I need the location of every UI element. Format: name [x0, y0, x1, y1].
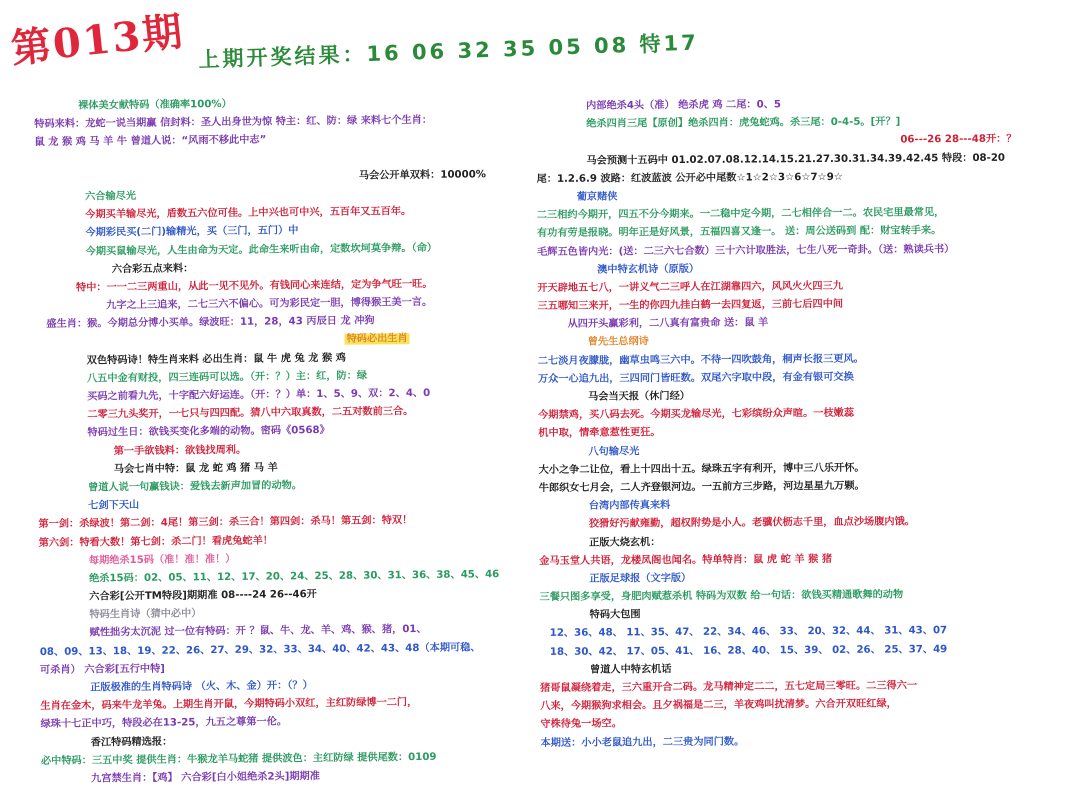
right-column-line: 金马玉堂人共语，龙楼凤阁也闻名。特单特肖：鼠 虎 蛇 羊 猴 猪: [539, 553, 833, 567]
right-column-line: 06---26 28---48开：？: [900, 134, 1017, 146]
left-column-line: 九宫禁生肖：【鸡】 六合彩[白小姐绝杀2头]期期准: [91, 770, 320, 785]
left-column-line: 每期绝杀15码（准！准！准！）: [88, 553, 236, 567]
right-column-line: 马会当天报（休门经）: [588, 390, 691, 403]
left-column-line: 六合彩[公开TM特段]期期准 08----24 26--46开: [89, 589, 317, 603]
left-column-line: 绝杀15码：02、05、11、12、17、20、24、25、28、30、31、36、38、45、46: [88, 569, 500, 585]
left-column-line: 绿珠十七正中巧，特段必在13-25，九五之尊第一伦。: [40, 716, 288, 731]
left-column-line: 六合彩五点来料：: [111, 263, 194, 275]
right-column-line: 牛郎织女七月会，二人齐登银河边。一五前方三步路，河边星星九万颗。: [538, 480, 865, 494]
left-column-line: 特码过生日：欲钱买变化多端的动物。密码《0568》: [87, 425, 330, 439]
right-column-line: 曾先生总纲诗: [587, 336, 649, 349]
left-column: [34, 93, 500, 785]
left-column-line: 盛生肖：猴。今期总分博小买单。绿波旺：11，28，43 丙辰日 龙 冲狗: [46, 315, 375, 331]
left-column-line: 曾道人说一句赢钱诀：爱钱去新声加冒的动物。: [88, 480, 303, 494]
right-column-line: 葡京赌侠: [576, 191, 618, 203]
right-column-line: 内部绝杀4头（准） 绝杀虎 鸡 二尾：0、5: [586, 99, 781, 112]
left-column-line: 第一剑：杀绿波！第二剑：4尾！第三剑：杀三合！第四剑：杀马！第五剑：特双！: [38, 515, 413, 531]
last-draw-result: 上期开奖结果：16 06 32 35 05 08 特17: [198, 30, 700, 72]
right-column-line: 三餐只图多享受，身肥肉赋惹杀机 特码为双数 给一句话：欲钱买精通歌舞的动物: [539, 589, 904, 604]
highlight-badge: 特码必出生肖: [346, 333, 408, 346]
right-column-line: 特码大包围: [589, 609, 641, 621]
left-column-line: 第六剑：特看大数！第七剑：杀二门！看虎兔蛇羊！: [38, 535, 274, 549]
right-column-line: 万众一心追九出，三四同门皆旺数。双尾六字取中段，有金有银可交换: [537, 371, 854, 385]
left-column-line: 正版极准的生肖特码诗 （火、木、金）开：（？）: [90, 680, 313, 694]
left-column-line: 买码之前看九先，十字配六好运连。（开：？）单：1、5、9、双：2、4、0: [87, 387, 431, 403]
issue-title: 第013期: [8, 7, 187, 73]
right-column: [536, 95, 1040, 749]
left-column-line: 第一手欲钱料：欲钱找周利。: [113, 444, 247, 457]
right-column-line: 八来，今期猴狗求相会。且夕祸福是二三，羊夜鸡叫扰清梦。六合开双旺红绿，: [540, 698, 897, 713]
left-column-line: 必中特码：三五中奖 提供生肖：牛猴龙羊马蛇猪 提供波色：主红防绿 提供尾数：0109: [40, 751, 437, 767]
left-column-line: 生肖在金木，码来牛龙羊兔。上期生肖开鼠，今期特码小双红，主红防绿博一二门，: [40, 697, 418, 713]
right-column-line: 12、36、48、 11、35、47、 22、34、46、 33、 20、32、44、 31、43、07: [549, 625, 948, 640]
right-column-line: 三五哪知三来开，一生的你四九挂白鹤一去四复返，三前七后四中间: [537, 298, 844, 313]
right-column-line: 八句输尽光: [588, 445, 640, 458]
left-column-line: 马会七肖中特：鼠 龙 蛇 鸡 猪 马 羊: [113, 462, 278, 475]
right-column-line: 台湾内部传真来料: [588, 500, 671, 512]
left-column-line: 鼠 龙 猴 鸡 马 羊 牛 曾道人说：“风雨不移此中志”: [34, 134, 267, 149]
right-column-line: 正版大烧玄机：: [589, 536, 661, 549]
right-column-line: 18、30、42、 17、05、41、 16、28、40、 15、39、 02、26、 25、37、49: [549, 643, 948, 658]
left-column-line: 六合输尽光: [84, 190, 137, 203]
left-column-line: 七剑下天山: [88, 500, 140, 512]
left-column-line: 今期买羊输尽光，盾数五六位可佳。上中兴也可中兴，五百年又五百年。: [85, 206, 412, 221]
right-column-line: 本期送：小小老鼠追九出，二三贵为同门数。: [540, 736, 745, 749]
right-column-line: 正版足球报（文字版）: [589, 572, 692, 585]
left-column-line: 二零三九头奖开，一七只与四四配。猜八中六取真数，二五对数前三合。: [87, 406, 414, 421]
left-column-line: 特码生肖诗（猜中必中）: [89, 608, 202, 621]
left-column-line: 赋性拙劣太沉泥 过一位有特码：开 ？鼠、牛、龙、羊、鸡、猴、猪，01、: [89, 624, 427, 639]
left-column-line: 九字之上三追来，二七三六不偏心。可为彩民定一胆，博得猴王美一言。: [106, 296, 433, 312]
right-column-line: 大小之争二让位，看上十四出十五。绿珠五字有利开，博中三八乐开怀。: [538, 462, 865, 476]
left-column-line: 08、09、13、18、19、22、26、27、29、32、33、34、40、42、43、48（本期可稳、: [39, 641, 481, 658]
left-column-line: 马会公开单双料：10000%: [358, 169, 487, 182]
left-column-line: 裸体美女献特码（准确率100%）: [78, 98, 232, 112]
right-column-line: 澳中特玄机诗（原版）: [597, 263, 700, 276]
right-column-line: 开天辟地五七八，一讲义气二三呼人在江湖靠四六，风风火火四三九: [537, 280, 843, 294]
left-column-line: 双色特码诗！特生肖来料 必出生肖：鼠 牛 虎 兔 龙 猴 鸡: [86, 352, 346, 367]
right-column-line: 毛辉五色皆内光：(送：二三六七合数）三十六计取胜法，七生八死一奇卦。（送：熟读兵书）: [537, 243, 955, 258]
left-column-line: 今期买鼠输尽光，人生由命为天定。此命生来听由命，定数坎坷莫争辩。（命）: [85, 242, 438, 257]
right-column-line: 狡猾好污献雍勤，超权附势是小人。老骥伏枥志千里，血点沙场腹内饿。: [588, 516, 916, 530]
right-column-line: 机中取，情牵意惹性更狂。: [538, 427, 661, 440]
right-column-line: 二三相约今期开，四五不分今期来。一二稳中定今期，二七相伴合一二。农民宅里最常见，: [536, 207, 945, 222]
left-column-line: 香江特码精选报：: [90, 736, 173, 749]
left-column-line: 可杀肖） 六合彩[五行中特]: [39, 663, 165, 676]
left-column-line: 八五中金有财投，四三连码可以选。（开：？）主：红，防：绿: [86, 370, 368, 385]
right-column-line: 二七淡月夜朦胧，幽草虫鸣三六中。不待一四吹鼓角，桐声长报三更风。: [537, 353, 864, 367]
right-column-line: 今期禁鸡，买八码去死。今期买龙输尽光，七彩缤纷众声暄。一枝嫩蕊: [538, 407, 855, 422]
right-column-line: 有功有劳是报晓。明年正是好风景，五福四喜又逢一。 送：周公送码到 配：财宝转手来。: [536, 225, 942, 240]
right-column-line: 从四开头赢彩利，二八真有富贵命 送：鼠 羊: [567, 317, 769, 331]
left-column-line: 今期彩民买(二门)输精光，买（三门，五门）中: [85, 225, 299, 239]
left-column-line: 特中：一一二三两重山，从此一见不见外。有钱同心来连结，定为争气旺一旺。: [75, 278, 433, 294]
right-column-line: 守株待兔一场空。: [540, 718, 622, 731]
right-column-line: 曾道人中特玄机话: [589, 663, 672, 676]
right-column-line: 尾：1.2.6.9 波路：红波蓝波 公开必中尾数☆1☆2☆3☆6☆7☆9☆: [536, 171, 843, 185]
right-column-line: 猪哥鼠凝绕着走，三六重开合二码。龙马精神定二二，五七定局三零旺。二三得六一: [540, 680, 918, 694]
right-column-line: 绝杀四肖三尾【原创】绝杀四肖：虎兔蛇鸡。杀三尾：0-4-5。[开？]: [586, 116, 901, 130]
left-column-line: 特码来料：龙蛇一说当期赢 信封料：圣人出身世为惊 特主：红、防：绿 来料七个生肖：: [34, 115, 433, 131]
right-column-line: 马会预测十五码中 01.02.07.08.12.14.15.21.27.30.31.34.39.42.45 特段：08-20: [586, 152, 1006, 167]
